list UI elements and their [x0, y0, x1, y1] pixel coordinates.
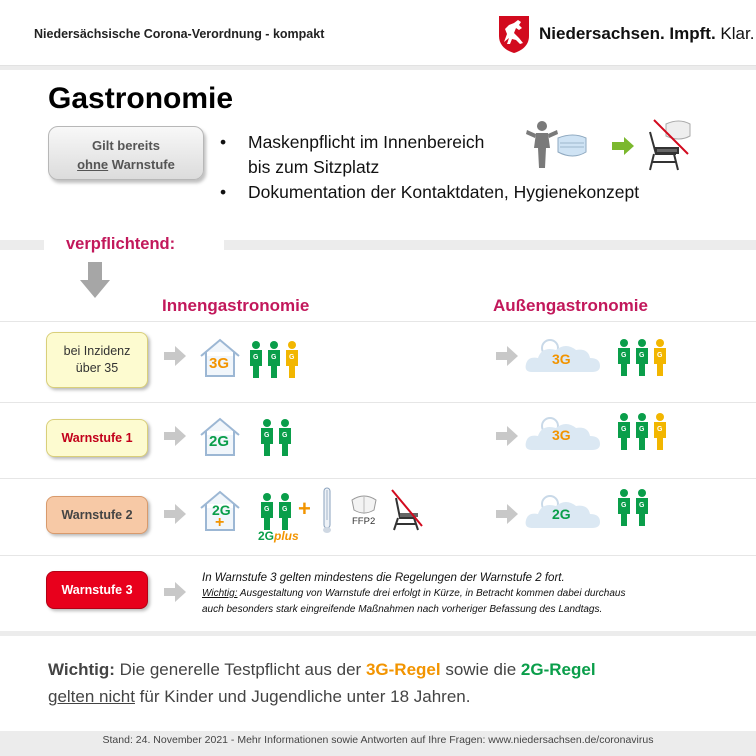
svg-text:G: G [639, 426, 645, 433]
svg-text:G: G [282, 506, 288, 513]
mask-icon [558, 135, 586, 156]
badge-line1: Gilt bereits [92, 138, 160, 153]
svg-text:G: G [264, 432, 270, 439]
people-icon [616, 412, 672, 452]
indoor-rule-warnstufe-1: 2G [209, 433, 230, 450]
svg-text:G: G [282, 432, 288, 439]
svg-text:G: G [639, 352, 645, 359]
badge-rest: Warnstufe [108, 157, 175, 172]
plus-sign: + [298, 496, 311, 521]
page-title: Gastronomie [48, 82, 234, 115]
person-icon [526, 121, 558, 168]
rule-mask-line2: bis zum Sitzplatz [248, 157, 380, 177]
important-note-line1 [48, 656, 596, 683]
indoor-column-header: Innengastronomie [162, 296, 310, 315]
crossed-chair-icon [388, 488, 424, 532]
arrow-right-icon [496, 426, 518, 446]
arrow-right-icon [164, 346, 186, 366]
level-warnstufe-2-badge: Warnstufe 2 [46, 496, 148, 534]
rule-3g-label: 3G-Regel [365, 660, 441, 679]
svg-text:G: G [271, 354, 277, 361]
important-note-line2 [48, 683, 596, 710]
important-text3: für Kinder und Jugendliche unter 18 Jahren. [134, 687, 471, 706]
mask-to-seat-illustration [526, 118, 696, 174]
people-icon [616, 488, 652, 528]
mandatory-label: verpflichtend: [44, 229, 224, 259]
level-incidence-line2: über 35 [75, 361, 119, 375]
already-applies-badge [48, 126, 204, 180]
level-warnstufe-1-badge: Warnstufe 1 [46, 419, 148, 457]
svg-text:G: G [621, 426, 627, 433]
svg-text:G: G [621, 352, 627, 359]
important-underlined: gelten nicht [48, 687, 135, 706]
svg-text:G: G [657, 426, 663, 433]
note-line2 [202, 586, 625, 602]
2gplus-suffix: plus [274, 529, 299, 543]
svg-text:G: G [621, 502, 627, 509]
people-icon [259, 418, 295, 458]
horse-shield-icon [497, 14, 531, 54]
brand-logo [497, 14, 754, 54]
rule-2g-label: 2G-Regel [520, 660, 596, 679]
note-line2-prefix: Wichtig: [202, 588, 238, 599]
level-incidence-line1: bei Inzidenz [63, 344, 131, 358]
footer-text: Stand: 24. November 2021 - Mehr Informationen sowie Antworten auf Ihre Fragen: www.niedersachsen.de/coronavirus [102, 734, 654, 746]
2gplus-label [258, 529, 299, 543]
badge-ohne: ohne [77, 157, 109, 172]
important-text2: sowie die [440, 660, 521, 679]
badge-line2 [49, 155, 203, 174]
2gplus-prefix: 2G [258, 529, 275, 543]
svg-text:G: G [289, 354, 295, 361]
important-label: Wichtig: [48, 660, 115, 679]
svg-text:G: G [639, 502, 645, 509]
people-icon [616, 338, 672, 378]
outdoor-rule-warnstufe-2: 2G [552, 506, 571, 522]
level-warnstufe-3-badge: Warnstufe 3 [46, 571, 148, 609]
indoor-rule-incidence: 3G [209, 355, 230, 372]
brand-text [539, 24, 754, 44]
svg-text:G: G [264, 506, 270, 513]
arrow-right-icon [164, 504, 186, 524]
header-bar [0, 0, 756, 66]
note-line3: auch besonders stark eingreifende Maßnahmen nach vorheriger Befassung des Landtags. [202, 604, 603, 615]
important-note [48, 656, 596, 710]
arrow-right-icon [612, 137, 634, 155]
outdoor-column-header: Außengastronomie [493, 296, 648, 315]
document-title: Niedersächsische Corona-Verordnung - kompakt [34, 27, 325, 41]
level-incidence-badge [46, 332, 148, 388]
people-icon [259, 492, 295, 532]
brand-bold: Niedersachsen. Impft. [539, 24, 716, 43]
arrow-right-icon [164, 426, 186, 446]
arrow-right-icon [496, 504, 518, 524]
important-text1: Die generelle Testpflicht aus der [114, 660, 366, 679]
plus-sign: + [215, 514, 225, 531]
rule-mask-line1: Maskenpflicht im Innenbereich [248, 132, 485, 152]
note-line2-rest: Ausgestaltung von Warnstufe drei erfolgt in Kürze, in Betracht kommen dabei durchaus [237, 588, 626, 599]
svg-text:G: G [253, 354, 259, 361]
ffp2-mask-icon [350, 494, 378, 516]
arrow-right-icon [496, 346, 518, 366]
people-icon [248, 340, 304, 380]
rule-documentation: • Dokumentation der Kontaktdaten, Hygienekonzept [218, 180, 639, 205]
arrow-down-icon [80, 262, 110, 298]
warnstufe-3-note [202, 570, 625, 618]
test-swab-icon [320, 486, 334, 534]
ffp2-label: FFP2 [352, 516, 376, 527]
outdoor-rule-warnstufe-1: 3G [552, 427, 571, 443]
note-line1: In Warnstufe 3 gelten mindestens die Regelungen der Warnstufe 2 fort. [202, 572, 565, 584]
outdoor-rule-incidence: 3G [552, 351, 571, 367]
arrow-right-icon [164, 582, 186, 602]
brand-regular: Klar. [715, 24, 755, 43]
svg-text:G: G [657, 352, 663, 359]
indoor-rule-warnstufe-2: 2G [212, 502, 231, 518]
